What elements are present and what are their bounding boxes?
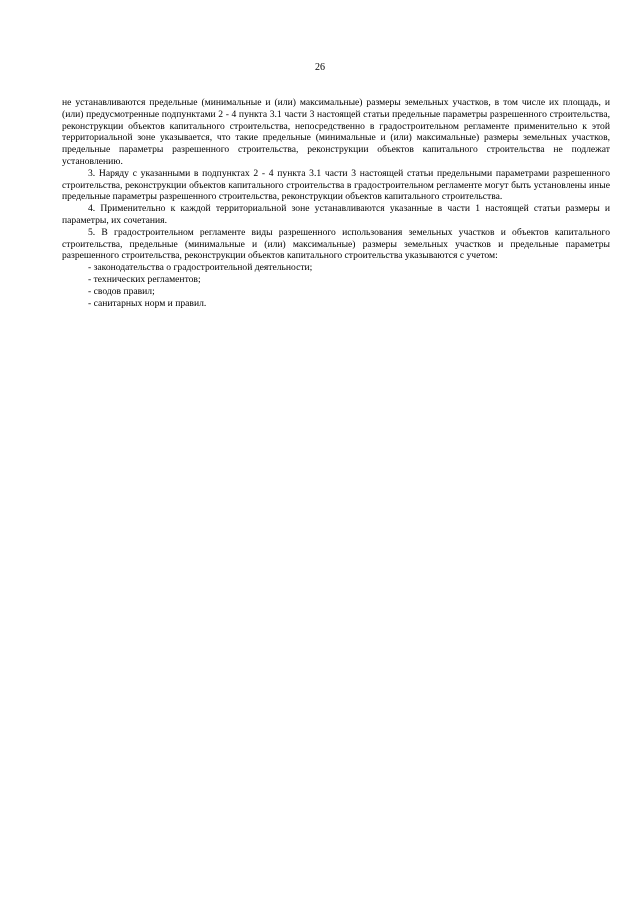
list-item: - законодательства о градостроительной деятельности;	[88, 262, 313, 274]
list-item: - санитарных норм и правил.	[88, 297, 207, 309]
paragraph-4: 4. Применительно к каждой территориальной зоне устанавливаются указанные в части 1 настоящей статьи размеры и параметры, их сочетания.	[62, 203, 610, 226]
list-item: - технических регламентов;	[88, 273, 201, 285]
list-item: - сводов правил;	[88, 285, 155, 297]
considerations-list	[62, 262, 610, 309]
page-number: 26	[315, 62, 325, 73]
paragraph-continuation: не устанавливаются предельные (минимальные и (или) максимальные) размеры земельных участков, в том числе их площадь, и (или) предусмотренные подпунктами 2 - 4 пункта 3.1 части 3 настоящей статьи предельные параметры разрешенного строительства, реконструкции объектов капитального строительства, непосредственно в градостроительном регламенте применительно к этой территориальной зоне указывается, что такие предельные (минимальные и (или) максимальные) размеры земельных участков, предельные параметры разрешенного строительства, реконструкции объектов капитального строительства не подлежат установлению.	[62, 97, 610, 167]
document-body	[62, 97, 610, 309]
paragraph-3: 3. Наряду с указанными в подпунктах 2 - 4 пункта 3.1 части 3 настоящей статьи предельными параметрами разрешенного строительства, реконструкции объектов капитального строительства в градостроительном регламенте могут быть установлены иные предельные параметры разрешенного строительства, реконструкции объектов капитального строительства.	[62, 167, 610, 203]
paragraph-5: 5. В градостроительном регламенте виды разрешенного использования земельных участков и объектов капитального строительства, предельные (минимальные и (или) максимальные) размеры земельных участков и предельные параметры разрешенного строительства, реконструкции объектов капитального строительства указываются с учетом:	[62, 226, 610, 262]
